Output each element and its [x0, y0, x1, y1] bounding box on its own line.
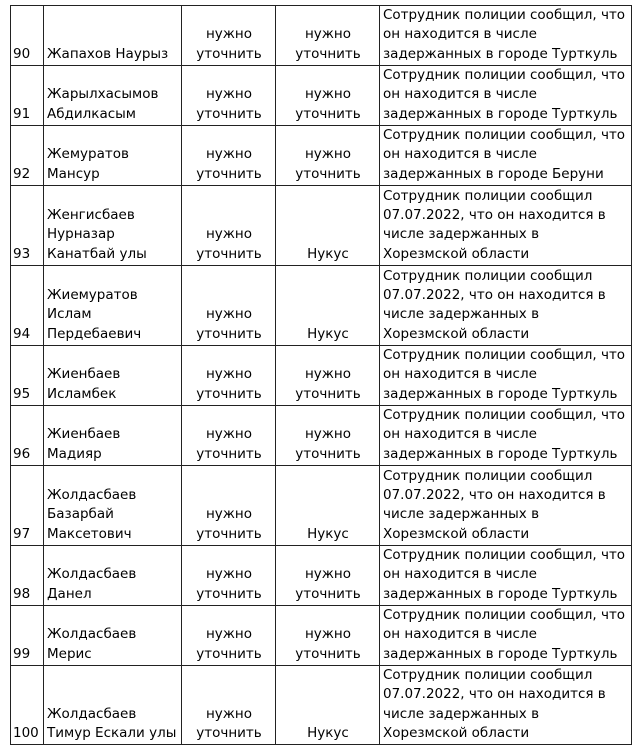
- table-row: [11, 346, 632, 406]
- table-row: [11, 666, 632, 745]
- column-b-value: нужно уточнить: [276, 606, 380, 666]
- table-row: [11, 126, 632, 186]
- table-row: [11, 186, 632, 266]
- person-name: Жиенбаев Исламбек: [44, 346, 182, 406]
- column-a-value: нужно уточнить: [182, 66, 276, 126]
- column-b-value: Нукус: [276, 666, 380, 745]
- column-a-value: нужно уточнить: [182, 466, 276, 546]
- person-name: Жарылхасымов Абдилкасым: [44, 66, 182, 126]
- person-name: Жапахов Наурыз: [44, 6, 182, 66]
- note-text: Сотрудник полиции сообщил 07.07.2022, что он находится в числе задержанных в Хорезмской области: [380, 666, 632, 745]
- column-a-value: нужно уточнить: [182, 6, 276, 66]
- column-a-value: нужно уточнить: [182, 406, 276, 466]
- row-number: 97: [11, 466, 44, 546]
- person-name: Жолдасбаев Мерис: [44, 606, 182, 666]
- table-row: [11, 546, 632, 606]
- row-number: 92: [11, 126, 44, 186]
- row-number: 94: [11, 266, 44, 346]
- person-name: Жолдасбаев Базарбай Максетович: [44, 466, 182, 546]
- column-b-value: нужно уточнить: [276, 546, 380, 606]
- person-name: Женгисбаев Нурназар Канатбай улы: [44, 186, 182, 266]
- person-name: Жиенбаев Мадияр: [44, 406, 182, 466]
- person-name: Жолдасбаев Тимур Ескали улы: [44, 666, 182, 745]
- table-row: [11, 466, 632, 546]
- row-number: 100: [11, 666, 44, 745]
- table-row: [11, 606, 632, 666]
- column-b-value: нужно уточнить: [276, 6, 380, 66]
- person-name: Жемуратов Мансур: [44, 126, 182, 186]
- column-b-value: нужно уточнить: [276, 126, 380, 186]
- column-b-value: нужно уточнить: [276, 66, 380, 126]
- column-a-value: нужно уточнить: [182, 546, 276, 606]
- column-a-value: нужно уточнить: [182, 666, 276, 745]
- table-row: [11, 406, 632, 466]
- row-number: 90: [11, 6, 44, 66]
- note-text: Сотрудник полиции сообщил, что он находится в числе задержанных в городе Турткуль: [380, 346, 632, 406]
- person-name: Жолдасбаев Данел: [44, 546, 182, 606]
- column-b-value: Нукус: [276, 186, 380, 266]
- table-row: [11, 6, 632, 66]
- note-text: Сотрудник полиции сообщил 07.07.2022, что он находится в числе задержанных в Хорезмской области: [380, 466, 632, 546]
- note-text: Сотрудник полиции сообщил, что он находится в числе задержанных в городе Турткуль: [380, 66, 632, 126]
- column-a-value: нужно уточнить: [182, 186, 276, 266]
- table-row: [11, 266, 632, 346]
- column-b-value: Нукус: [276, 266, 380, 346]
- note-text: Сотрудник полиции сообщил, что он находится в числе задержанных в городе Турткуль: [380, 406, 632, 466]
- column-b-value: нужно уточнить: [276, 406, 380, 466]
- note-text: Сотрудник полиции сообщил, что он находится в числе задержанных в городе Турткуль: [380, 546, 632, 606]
- row-number: 96: [11, 406, 44, 466]
- row-number: 95: [11, 346, 44, 406]
- note-text: Сотрудник полиции сообщил, что он находится в числе задержанных в городе Беруни: [380, 126, 632, 186]
- row-number: 93: [11, 186, 44, 266]
- column-a-value: нужно уточнить: [182, 606, 276, 666]
- note-text: Сотрудник полиции сообщил 07.07.2022, что он находится в числе задержанных в Хорезмской области: [380, 266, 632, 346]
- detainees-table: [10, 5, 632, 745]
- note-text: Сотрудник полиции сообщил, что он находится в числе задержанных в городе Турткуль: [380, 6, 632, 66]
- column-a-value: нужно уточнить: [182, 126, 276, 186]
- row-number: 98: [11, 546, 44, 606]
- note-text: Сотрудник полиции сообщил, что он находится в числе задержанных в городе Турткуль: [380, 606, 632, 666]
- column-b-value: Нукус: [276, 466, 380, 546]
- column-a-value: нужно уточнить: [182, 346, 276, 406]
- person-name: Жиемуратов Ислам Пердебаевич: [44, 266, 182, 346]
- column-b-value: нужно уточнить: [276, 346, 380, 406]
- note-text: Сотрудник полиции сообщил 07.07.2022, что он находится в числе задержанных в Хорезмской области: [380, 186, 632, 266]
- column-a-value: нужно уточнить: [182, 266, 276, 346]
- row-number: 91: [11, 66, 44, 126]
- table-row: [11, 66, 632, 126]
- row-number: 99: [11, 606, 44, 666]
